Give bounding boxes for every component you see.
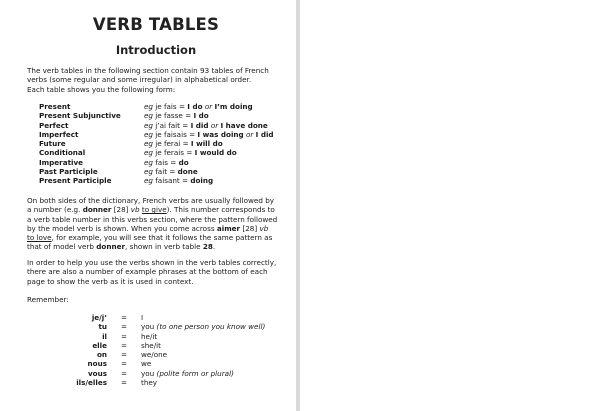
pronoun-row: ils/elles = they [76, 378, 158, 388]
verb-form-row [39, 158, 289, 167]
form-name: Perfect [39, 120, 69, 130]
pronoun-row: tu = you (to one person you know well) [98, 322, 266, 332]
verb-form-row [39, 139, 289, 148]
intro-paragraph [27, 66, 285, 94]
form-example: eg j’ai fait = I did or I have done [144, 120, 268, 130]
pronoun-list [27, 313, 285, 387]
intro-line: The verb tables in the following section contain 93 tables of French [27, 66, 269, 75]
form-name: Imperfect [39, 129, 79, 139]
dictionary-paragraph: On both sides of the dictionary, French verbs are usually followed by a number (e.g. donner [28] vb to give). This number corresponds to a verb table number in this verbs section, where the pattern followed by the model verb is shown. When you come across aimer [28] vb to love, for example, you will see that it follows the same pattern as that of model verb donner, shown in verb table 28. [27, 196, 278, 252]
right-page [300, 0, 600, 411]
form-name: Present Subjunctive [39, 111, 121, 121]
intro-line: Each table shows you the following form: [27, 84, 176, 94]
verb-form-row [39, 102, 289, 111]
form-name: Past Participle [39, 167, 98, 177]
pronoun-row: je/j’ = I [91, 313, 144, 322]
verb-form-row [39, 167, 289, 176]
pronoun-row: il = he/it [102, 331, 158, 341]
pronoun-row: vous = you (polite form or plural) [87, 368, 234, 378]
pronoun-row: on = we/one [96, 350, 168, 360]
verb-form-row [39, 176, 289, 185]
verb-form-row [39, 130, 289, 139]
form-name: Imperative [39, 157, 84, 167]
verb-form-row [39, 148, 289, 157]
pronoun-row: nous = we [87, 359, 152, 369]
form-example: eg fais = do [144, 157, 189, 167]
remember-label: Remember: [27, 295, 69, 304]
form-example: eg faisant = doing [144, 176, 214, 186]
verb-form-row [39, 111, 289, 120]
pronoun-row: elle = she/it [92, 340, 161, 350]
verb-forms-list [39, 102, 289, 186]
verb-form-row [39, 121, 289, 130]
left-page [0, 0, 296, 411]
intro-line: verbs (some regular and some irregular) in alphabetical order. [27, 75, 252, 85]
form-name: Present [39, 102, 71, 111]
form-name: Present Participle [39, 176, 112, 186]
form-example: eg je fais = I do or I’m doing [144, 102, 253, 111]
form-example: eg je ferai = I will do [144, 139, 223, 149]
form-example: eg fait = done [144, 167, 198, 177]
form-example: eg je ferais = I would do [144, 148, 237, 158]
form-name: Future [39, 139, 66, 149]
form-name: Conditional [39, 148, 86, 158]
form-example: eg je faisais = I was doing or I did [144, 129, 274, 139]
examples-paragraph: In order to help you use the verbs shown in the verb tables correctly, there are also a number of example phrases at the bottom of each page to show the verb as it is used in context. [27, 258, 277, 286]
section-heading: Introduction [115, 43, 197, 57]
page-title: VERB TABLES [92, 15, 220, 34]
form-example: eg je fasse = I do [144, 111, 209, 121]
